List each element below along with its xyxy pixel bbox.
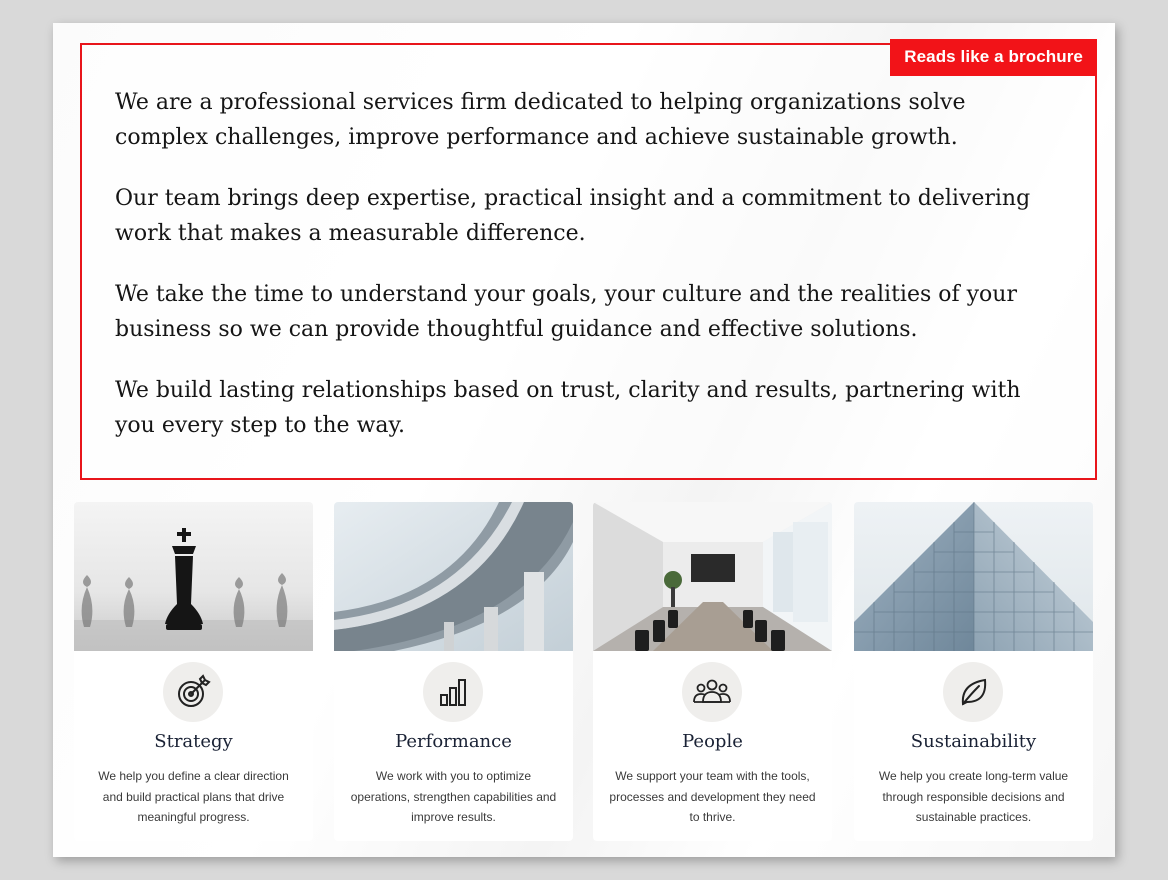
card-description: We work with you to optimize operations, strengthen capabilities and improve results. [350,769,557,824]
leaf-icon [943,662,1003,722]
service-cards [74,502,1094,841]
chess-king-photo [74,502,313,651]
curved-architecture-photo [334,502,573,651]
highlighted-intro-section [80,43,1097,480]
intro-paragraph: We take the time to understand your goals, your culture and the realities of your business so we can provide thoughtful guidance and effective solutions. [115,282,1017,342]
intro-text [115,85,1055,469]
people-group-icon [682,662,742,722]
card-description: We support your team with the tools, processes and development they need to thrive. [609,769,816,824]
conference-room-photo [593,502,832,651]
card-description: We help you create long-term value through responsible decisions and sustainable practices. [878,769,1069,824]
intro-paragraph: We are a professional services firm dedicated to helping organizations solve complex challenges, improve performance and achieve sustainable growth. [115,90,966,150]
card-title: People [682,731,743,752]
card-title: Sustainability [910,731,1037,752]
brochure-annotation-badge: Reads like a brochure [890,39,1097,76]
intro-paragraph: Our team brings deep expertise, practical insight and a commitment to delivering work that makes a measurable difference. [115,186,1031,246]
bar-chart-icon [423,662,483,722]
glass-building-photo [854,502,1093,651]
service-card-sustainability [854,502,1093,841]
service-card-performance [334,502,573,841]
card-title: Strategy [154,731,233,752]
service-card-people [593,502,832,841]
brochure-page [53,23,1115,857]
card-title: Performance [395,731,512,752]
card-description: We help you define a clear direction and build practical plans that drive meaningful progress. [98,769,289,824]
service-card-strategy [74,502,313,841]
target-arrow-icon [163,662,223,722]
intro-paragraph: We build lasting relationships based on trust, clarity and results, partnering with you every step to the way. [115,378,1021,438]
